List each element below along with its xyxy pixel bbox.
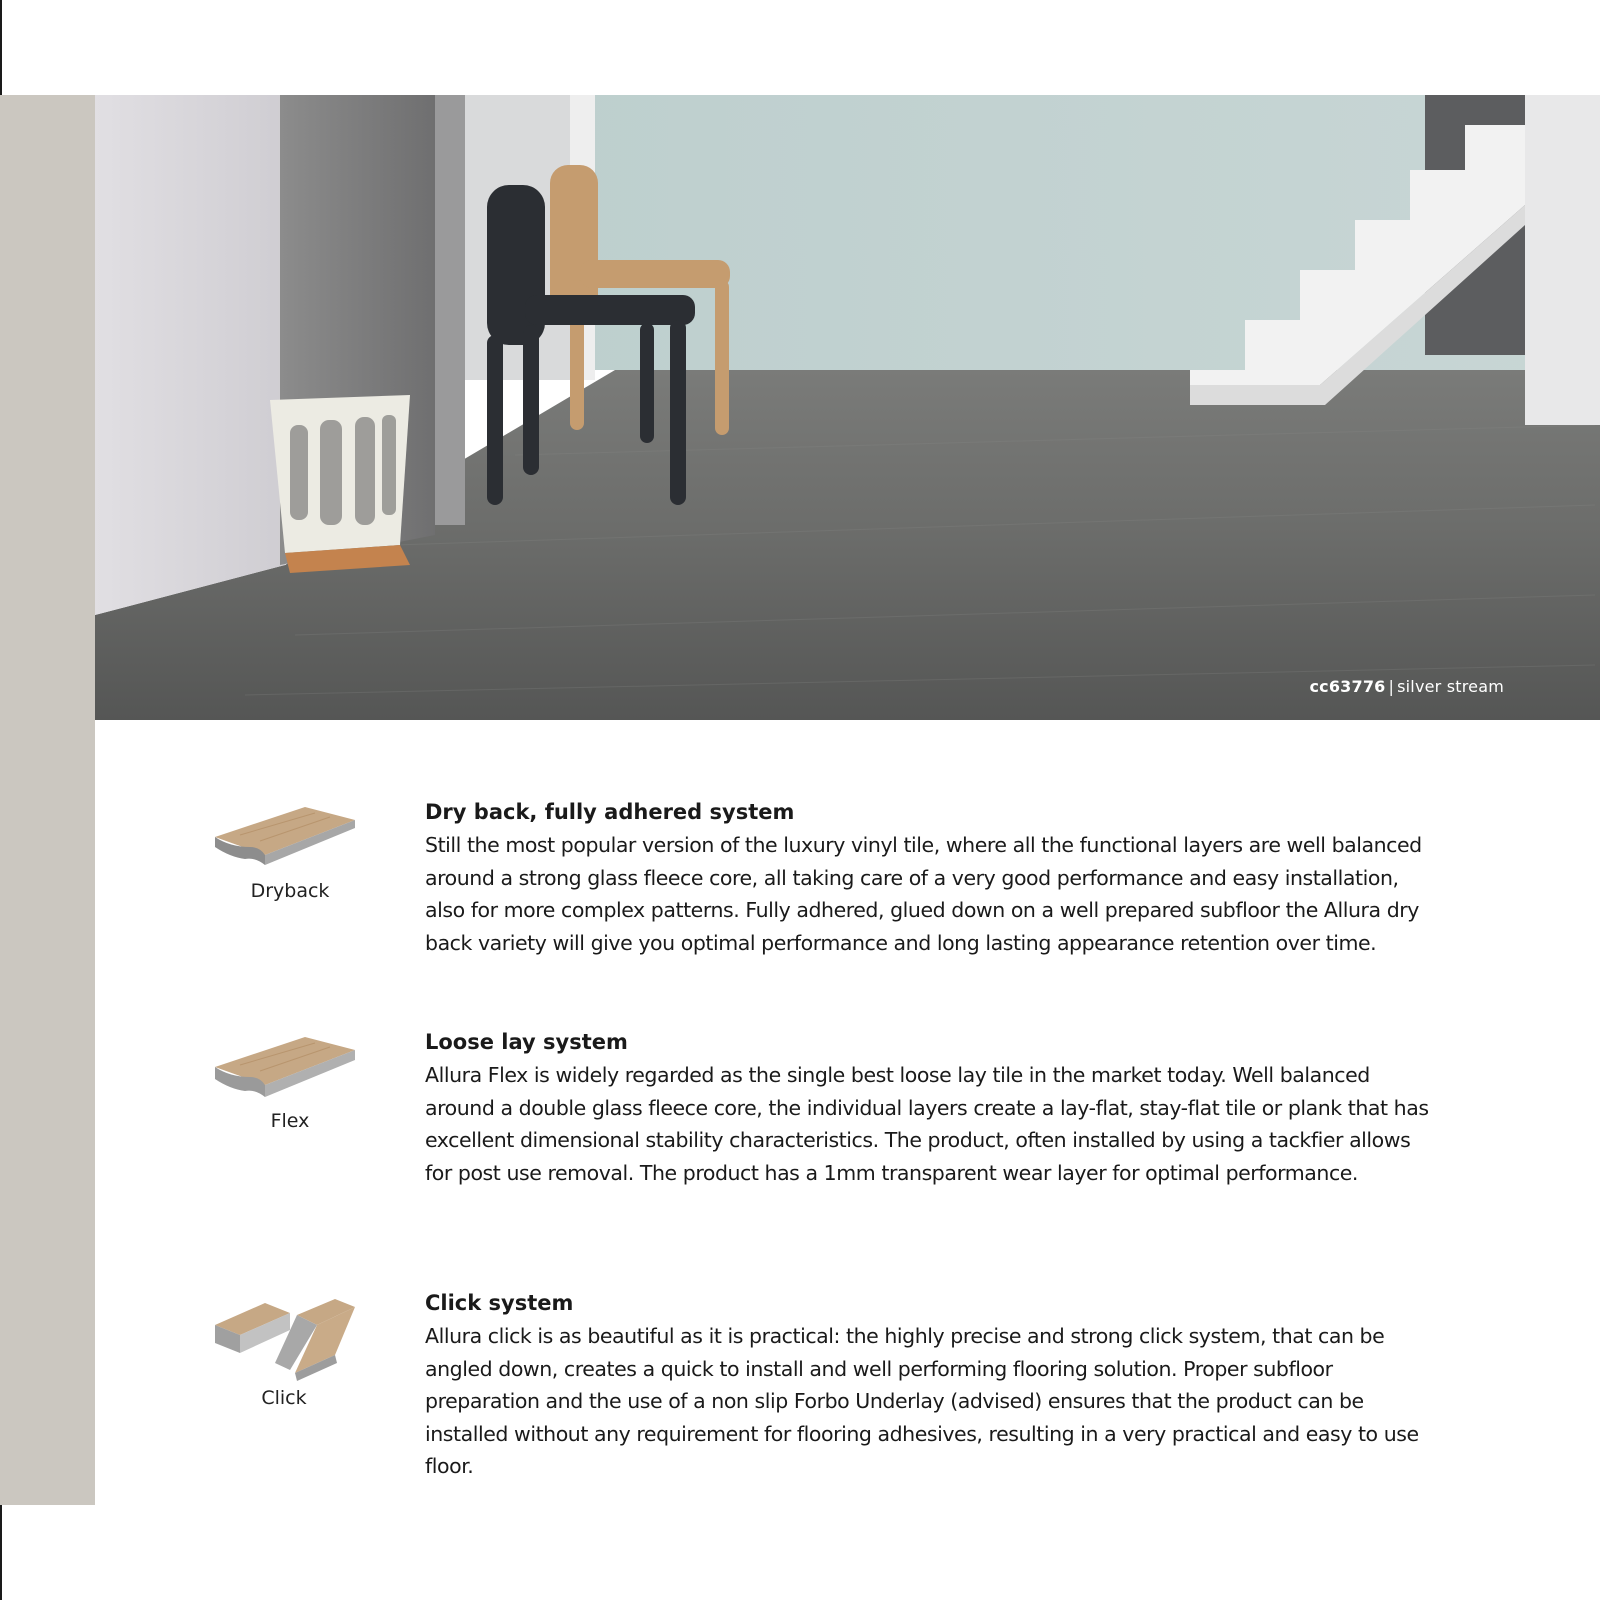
- dryback-heading: Dry back, fully adhered system: [425, 800, 795, 824]
- flex-description: Allura Flex is widely regarded as the single best loose lay tile in the market today. Well balanced around a double glass fleece core, the individual layers create a lay-flat, stay-flat tile or plank that has excellent dimensional stability characteristics. The product, often installed by using a tackfier allows for post use removal. The product has a 1mm transparent wear layer for optimal performance.: [425, 1063, 1429, 1185]
- product-color-name: silver stream: [1397, 677, 1504, 696]
- caption-separator: |: [1388, 677, 1395, 696]
- click-text: [425, 1289, 1435, 1483]
- click-label: Click: [261, 1387, 307, 1409]
- product-caption: [1309, 677, 1504, 696]
- side-color-band: [0, 95, 95, 1505]
- product-code: cc63776: [1309, 677, 1386, 696]
- flex-label: Flex: [270, 1110, 310, 1132]
- click-description: Allura click is as beautiful as it is practical: the highly precise and strong click system, that can be angled down, creates a quick to install and well performing flooring solution. Proper subfloor preparation and the use of a non slip Forbo Underlay (advised) ensures that the product can be installed without any requirement for flooring adhesives, resulting in a very practical and easy to use floor.: [425, 1324, 1419, 1478]
- flex-text: [425, 1028, 1435, 1189]
- click-tile-icon: [205, 1285, 375, 1395]
- flex-heading: Loose lay system: [425, 1030, 628, 1054]
- click-heading: Click system: [425, 1291, 574, 1315]
- room-interior-illustration: [95, 95, 1600, 720]
- dryback-text: [425, 798, 1435, 959]
- dryback-label: Dryback: [250, 880, 330, 902]
- hero-photo: [95, 95, 1600, 720]
- dryback-description: Still the most popular version of the luxury vinyl tile, where all the functional layers are well balanced around a strong glass fleece core, all taking care of a very good performance and easy installation, also for more complex patterns. Fully adhered, glued down on a well prepared subfloor the Allura dry back variety will give you optimal performance and long lasting appearance retention over time.: [425, 833, 1422, 955]
